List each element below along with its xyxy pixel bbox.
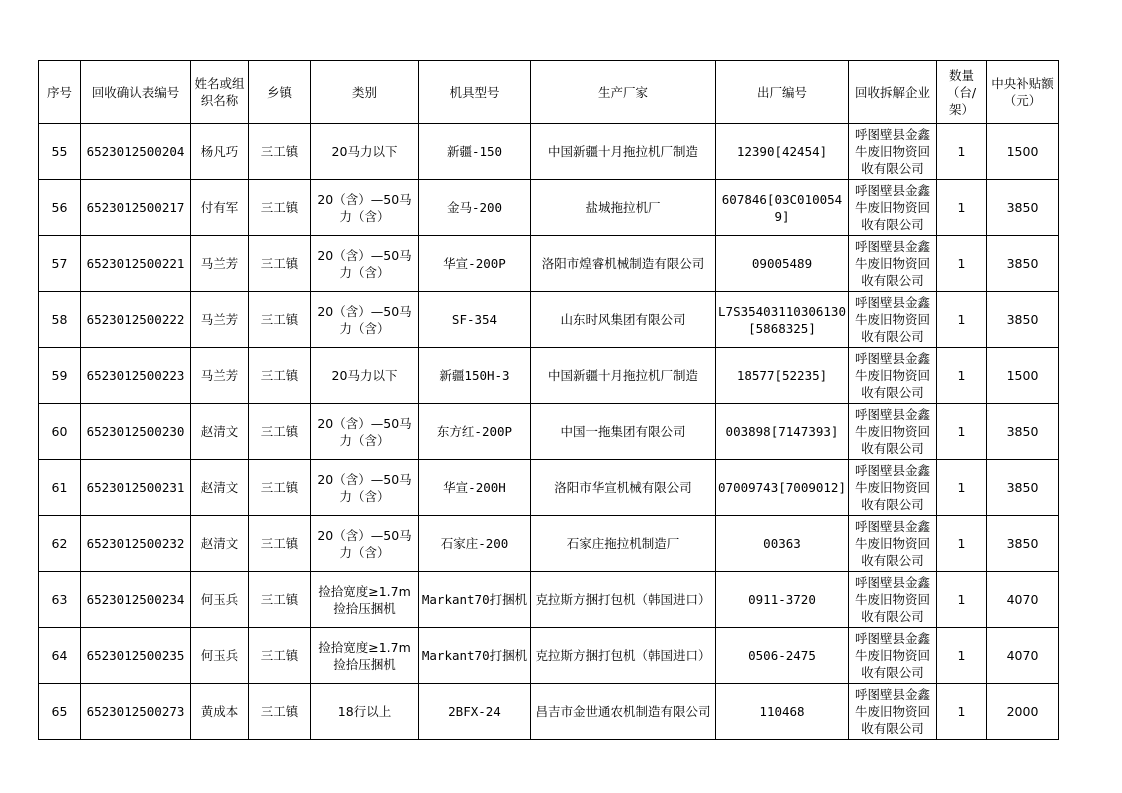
cell-subsidy: 3850 bbox=[987, 404, 1059, 460]
col-header-category: 类别 bbox=[311, 61, 419, 124]
cell-name: 马兰芳 bbox=[191, 236, 249, 292]
cell-recycler: 呼图壁县金鑫牛废旧物资回收有限公司 bbox=[849, 348, 937, 404]
cell-quantity: 1 bbox=[937, 348, 987, 404]
cell-model: 新疆150H-3 bbox=[419, 348, 531, 404]
subsidy-table bbox=[38, 60, 1059, 740]
cell-subsidy: 3850 bbox=[987, 180, 1059, 236]
cell-serial: 07009743[7009012] bbox=[716, 460, 849, 516]
cell-name: 马兰芳 bbox=[191, 292, 249, 348]
cell-town: 三工镇 bbox=[249, 236, 311, 292]
cell-manufacturer: 中国新疆十月拖拉机厂制造 bbox=[531, 348, 716, 404]
cell-seq: 64 bbox=[39, 628, 81, 684]
cell-recycler: 呼图壁县金鑫牛废旧物资回收有限公司 bbox=[849, 684, 937, 740]
cell-category: 20（含）—50马力（含） bbox=[311, 292, 419, 348]
table-row bbox=[39, 460, 1059, 516]
cell-serial: 18577[52235] bbox=[716, 348, 849, 404]
cell-quantity: 1 bbox=[937, 236, 987, 292]
cell-name: 付有军 bbox=[191, 180, 249, 236]
cell-seq: 57 bbox=[39, 236, 81, 292]
cell-serial: 110468 bbox=[716, 684, 849, 740]
cell-model: Markant70打捆机 bbox=[419, 628, 531, 684]
cell-manufacturer: 洛阳市煌睿机械制造有限公司 bbox=[531, 236, 716, 292]
col-header-model: 机具型号 bbox=[419, 61, 531, 124]
cell-confirm-no: 6523012500221 bbox=[81, 236, 191, 292]
cell-quantity: 1 bbox=[937, 292, 987, 348]
cell-confirm-no: 6523012500235 bbox=[81, 628, 191, 684]
cell-serial: 003898[7147393] bbox=[716, 404, 849, 460]
cell-seq: 60 bbox=[39, 404, 81, 460]
cell-serial: 607846[03C0100549] bbox=[716, 180, 849, 236]
cell-town: 三工镇 bbox=[249, 348, 311, 404]
cell-category: 20（含）—50马力（含） bbox=[311, 236, 419, 292]
cell-manufacturer: 山东时风集团有限公司 bbox=[531, 292, 716, 348]
table-row bbox=[39, 572, 1059, 628]
cell-name: 赵清文 bbox=[191, 404, 249, 460]
cell-subsidy: 3850 bbox=[987, 236, 1059, 292]
cell-category: 20（含）—50马力（含） bbox=[311, 404, 419, 460]
cell-name: 马兰芳 bbox=[191, 348, 249, 404]
cell-quantity: 1 bbox=[937, 628, 987, 684]
cell-seq: 58 bbox=[39, 292, 81, 348]
cell-recycler: 呼图壁县金鑫牛废旧物资回收有限公司 bbox=[849, 180, 937, 236]
table-body bbox=[39, 124, 1059, 740]
cell-manufacturer: 石家庄拖拉机制造厂 bbox=[531, 516, 716, 572]
cell-confirm-no: 6523012500273 bbox=[81, 684, 191, 740]
cell-confirm-no: 6523012500204 bbox=[81, 124, 191, 180]
cell-name: 赵清文 bbox=[191, 460, 249, 516]
table-row bbox=[39, 236, 1059, 292]
table-row bbox=[39, 404, 1059, 460]
cell-confirm-no: 6523012500217 bbox=[81, 180, 191, 236]
cell-subsidy: 3850 bbox=[987, 292, 1059, 348]
cell-model: 2BFX-24 bbox=[419, 684, 531, 740]
cell-subsidy: 1500 bbox=[987, 124, 1059, 180]
cell-seq: 59 bbox=[39, 348, 81, 404]
table-row bbox=[39, 348, 1059, 404]
cell-serial: L7S35403110306130[5868325] bbox=[716, 292, 849, 348]
cell-manufacturer: 中国新疆十月拖拉机厂制造 bbox=[531, 124, 716, 180]
cell-model: 华宣-200P bbox=[419, 236, 531, 292]
table-row bbox=[39, 124, 1059, 180]
cell-town: 三工镇 bbox=[249, 460, 311, 516]
col-header-town: 乡镇 bbox=[249, 61, 311, 124]
cell-recycler: 呼图壁县金鑫牛废旧物资回收有限公司 bbox=[849, 404, 937, 460]
cell-subsidy: 2000 bbox=[987, 684, 1059, 740]
cell-recycler: 呼图壁县金鑫牛废旧物资回收有限公司 bbox=[849, 124, 937, 180]
col-header-confirm-no: 回收确认表编号 bbox=[81, 61, 191, 124]
cell-confirm-no: 6523012500232 bbox=[81, 516, 191, 572]
cell-quantity: 1 bbox=[937, 124, 987, 180]
cell-category: 20马力以下 bbox=[311, 348, 419, 404]
col-header-quantity: 数量（台/架） bbox=[937, 61, 987, 124]
cell-manufacturer: 克拉斯方捆打包机（韩国进口） bbox=[531, 572, 716, 628]
col-header-name: 姓名或组织名称 bbox=[191, 61, 249, 124]
cell-serial: 12390[42454] bbox=[716, 124, 849, 180]
cell-serial: 0506-2475 bbox=[716, 628, 849, 684]
table-row bbox=[39, 292, 1059, 348]
col-header-serial: 出厂编号 bbox=[716, 61, 849, 124]
cell-confirm-no: 6523012500230 bbox=[81, 404, 191, 460]
cell-quantity: 1 bbox=[937, 572, 987, 628]
cell-seq: 61 bbox=[39, 460, 81, 516]
cell-quantity: 1 bbox=[937, 180, 987, 236]
cell-category: 18行以上 bbox=[311, 684, 419, 740]
cell-serial: 09005489 bbox=[716, 236, 849, 292]
cell-town: 三工镇 bbox=[249, 404, 311, 460]
col-header-seq: 序号 bbox=[39, 61, 81, 124]
col-header-manufacturer: 生产厂家 bbox=[531, 61, 716, 124]
cell-recycler: 呼图壁县金鑫牛废旧物资回收有限公司 bbox=[849, 292, 937, 348]
cell-category: 捡拾宽度≥1.7m捡拾压捆机 bbox=[311, 572, 419, 628]
cell-category: 20（含）—50马力（含） bbox=[311, 460, 419, 516]
cell-recycler: 呼图壁县金鑫牛废旧物资回收有限公司 bbox=[849, 572, 937, 628]
cell-seq: 56 bbox=[39, 180, 81, 236]
cell-manufacturer: 盐城拖拉机厂 bbox=[531, 180, 716, 236]
cell-confirm-no: 6523012500222 bbox=[81, 292, 191, 348]
table-row bbox=[39, 180, 1059, 236]
cell-subsidy: 3850 bbox=[987, 516, 1059, 572]
cell-town: 三工镇 bbox=[249, 572, 311, 628]
cell-quantity: 1 bbox=[937, 516, 987, 572]
cell-name: 何玉兵 bbox=[191, 572, 249, 628]
cell-subsidy: 3850 bbox=[987, 460, 1059, 516]
table-row bbox=[39, 516, 1059, 572]
cell-seq: 65 bbox=[39, 684, 81, 740]
cell-seq: 62 bbox=[39, 516, 81, 572]
cell-model: 华宣-200H bbox=[419, 460, 531, 516]
cell-seq: 55 bbox=[39, 124, 81, 180]
cell-name: 赵清文 bbox=[191, 516, 249, 572]
cell-manufacturer: 洛阳市华宣机械有限公司 bbox=[531, 460, 716, 516]
cell-name: 黄成本 bbox=[191, 684, 249, 740]
cell-quantity: 1 bbox=[937, 404, 987, 460]
cell-model: Markant70打捆机 bbox=[419, 572, 531, 628]
col-header-recycler: 回收拆解企业 bbox=[849, 61, 937, 124]
cell-manufacturer: 克拉斯方捆打包机（韩国进口） bbox=[531, 628, 716, 684]
col-header-subsidy: 中央补贴额（元） bbox=[987, 61, 1059, 124]
cell-recycler: 呼图壁县金鑫牛废旧物资回收有限公司 bbox=[849, 628, 937, 684]
cell-subsidy: 4070 bbox=[987, 572, 1059, 628]
cell-town: 三工镇 bbox=[249, 180, 311, 236]
cell-model: 新疆-150 bbox=[419, 124, 531, 180]
cell-model: 东方红-200P bbox=[419, 404, 531, 460]
cell-seq: 63 bbox=[39, 572, 81, 628]
cell-town: 三工镇 bbox=[249, 292, 311, 348]
cell-quantity: 1 bbox=[937, 460, 987, 516]
cell-quantity: 1 bbox=[937, 684, 987, 740]
cell-name: 杨凡巧 bbox=[191, 124, 249, 180]
cell-confirm-no: 6523012500223 bbox=[81, 348, 191, 404]
cell-town: 三工镇 bbox=[249, 628, 311, 684]
cell-manufacturer: 中国一拖集团有限公司 bbox=[531, 404, 716, 460]
cell-subsidy: 1500 bbox=[987, 348, 1059, 404]
cell-category: 20（含）—50马力（含） bbox=[311, 180, 419, 236]
cell-serial: 0911-3720 bbox=[716, 572, 849, 628]
cell-recycler: 呼图壁县金鑫牛废旧物资回收有限公司 bbox=[849, 236, 937, 292]
cell-manufacturer: 昌吉市金世通农机制造有限公司 bbox=[531, 684, 716, 740]
cell-category: 20马力以下 bbox=[311, 124, 419, 180]
cell-name: 何玉兵 bbox=[191, 628, 249, 684]
table-row bbox=[39, 628, 1059, 684]
table-row bbox=[39, 684, 1059, 740]
cell-model: 金马-200 bbox=[419, 180, 531, 236]
cell-model: SF-354 bbox=[419, 292, 531, 348]
cell-model: 石家庄-200 bbox=[419, 516, 531, 572]
cell-subsidy: 4070 bbox=[987, 628, 1059, 684]
cell-town: 三工镇 bbox=[249, 684, 311, 740]
cell-town: 三工镇 bbox=[249, 516, 311, 572]
cell-town: 三工镇 bbox=[249, 124, 311, 180]
cell-recycler: 呼图壁县金鑫牛废旧物资回收有限公司 bbox=[849, 460, 937, 516]
cell-category: 捡拾宽度≥1.7m捡拾压捆机 bbox=[311, 628, 419, 684]
cell-recycler: 呼图壁县金鑫牛废旧物资回收有限公司 bbox=[849, 516, 937, 572]
table-header-row bbox=[39, 61, 1059, 124]
cell-confirm-no: 6523012500234 bbox=[81, 572, 191, 628]
cell-confirm-no: 6523012500231 bbox=[81, 460, 191, 516]
cell-serial: 00363 bbox=[716, 516, 849, 572]
cell-category: 20（含）—50马力（含） bbox=[311, 516, 419, 572]
